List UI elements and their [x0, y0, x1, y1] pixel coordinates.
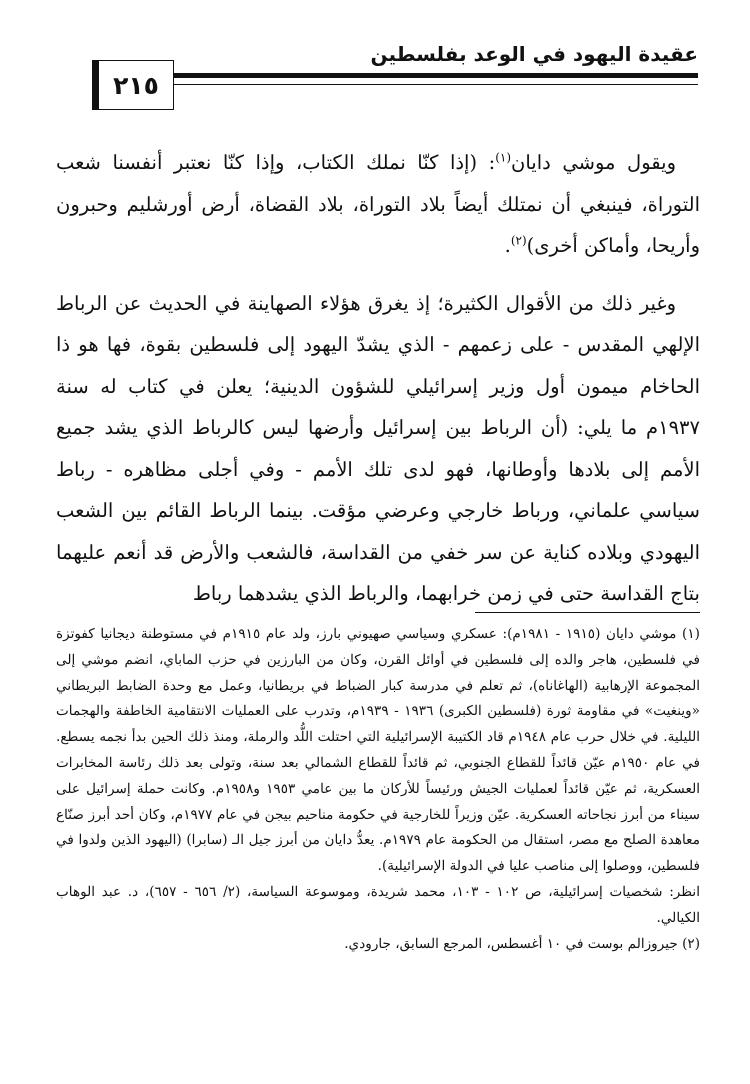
header-rule-thick — [174, 73, 698, 78]
paragraph-1 — [56, 142, 700, 267]
footnote-2: (٢) جيروزالم بوست في ١٠ أغسطس، المرجع السابق، جارودي. — [344, 935, 700, 952]
footnotes — [56, 622, 700, 957]
main-text — [56, 142, 700, 615]
footnote-1: (١) موشي دايان (١٩١٥ - ١٩٨١م): عسكري وسياسي صهيوني بارز، ولد عام ١٩١٥م في مستوطنة ديجانيا كفوتزة في فلسطين، هاجر والده إلى فلسطين في أوائل القرن، وكان من البارزين في حزب الماباي، انضم موشي إلى المجموعة الإرهابية (الهاغاناه)، ثم تعلم في مدرسة كبار الضباط في بريطانيا، وعمل مع وحدة الضابط البريطاني «وينغيت» في مقاومة ثورة (فلسطين الكبرى) ١٩٣٦ - ١٩٣٩م، وتدرب على العمليات الانتقامية الخاطفة والهجمات الليلية. في خلال حرب عام ١٩٤٨م قاد الكتيبة الإسرائيلية التي احتلت اللُّد والرملة، ومنذ ذلك الحين بدأ نجمه يسطع. في عام ١٩٥٠م عيّن قائداً للقطاع الجنوبي، ثم قائداً للقطاع الشمالي بعد سنة، وتولى بعد ذلك رئاسة المخابرات العسكرية، ثم عيّن قائداً لعمليات الجيش ورئيساً للأركان ما بين عامي ١٩٥٣ و١٩٥٨م. وكانت حملة إسرائيل على سيناء من أبرز نجاحاته العسكرية. عيّن وزيراً للخارجية في حكومة مناحيم بيجن في عام ١٩٧٧م، وكان أحد أبرز صنّاع معاهدة الصلح مع مصر، استقال من الحكومة عام ١٩٧٩م. يعدُّ دايان من أبرز جيل الـ (سابرا) (اليهود الذين ولدوا في فلسطين، ووصلوا إلى مناصب عليا في الدولة الإسرائيلية). — [56, 626, 701, 875]
footnote-separator — [475, 612, 700, 613]
running-title: عقيدة اليهود في الوعد بفلسطين — [370, 42, 698, 66]
footnote-1-source: انظر: شخصيات إسرائيلية، ص ١٠٢ - ١٠٣، محمد شريدة، وموسوعة السياسة، (٢/ ٦٥٦ - ٦٥٧)، د. عبد الوهاب الكيالي. — [56, 883, 700, 926]
paragraph-2: وغير ذلك من الأقوال الكثيرة؛ إذ يغرق هؤلاء الصهاينة في الحديث عن الرباط الإلهي المقدس - على زعمهم - الذي يشدّ اليهود إلى فلسطين بقوة، فها هو ذا الحاخام ميمون أول وزير إسرائيلي للشؤون الدينية؛ يعلن في كتاب له سنة ١٩٣٧م ما يلي: (أن الرباط بين إسرائيل وأرضها ليس كالرباط الذي يشد جميع الأمم إلى بلادها وأوطانها، فهو لدى تلك الأمم - وفي أجلى مظاهره - رباط سياسي علماني، ورباط خارجي وعرضي مؤقت. بينما الرباط القائم بين الشعب اليهودي وبلاده كناية عن سر خفي من القداسة، فالشعب والأرض قد أنعم عليهما بتاج القداسة حتى في زمن خرابهما، والرباط الذي يشدهما رباط — [56, 291, 700, 605]
header-rule-thin — [174, 84, 698, 85]
page-number: ٢١٥ — [113, 70, 159, 100]
p1-end: . — [504, 234, 511, 257]
page-number-box — [92, 60, 174, 110]
p1-quote: : (إذا كنّا نملك الكتاب، وإذا كنّا نعتبر أنفسنا شعب التوراة، فينبغي أن نمتلك أيضاً بلاد التوراة، بلاد القضاة، أرض أورشليم وحبرون وأريحا، وأماكن أخرى) — [56, 151, 700, 257]
footnote-ref-1: (١) — [495, 150, 512, 165]
p1-start: ويقول موشي دايان — [511, 151, 676, 174]
footnote-ref-2: (٢) — [510, 233, 527, 248]
page-header — [92, 40, 698, 112]
